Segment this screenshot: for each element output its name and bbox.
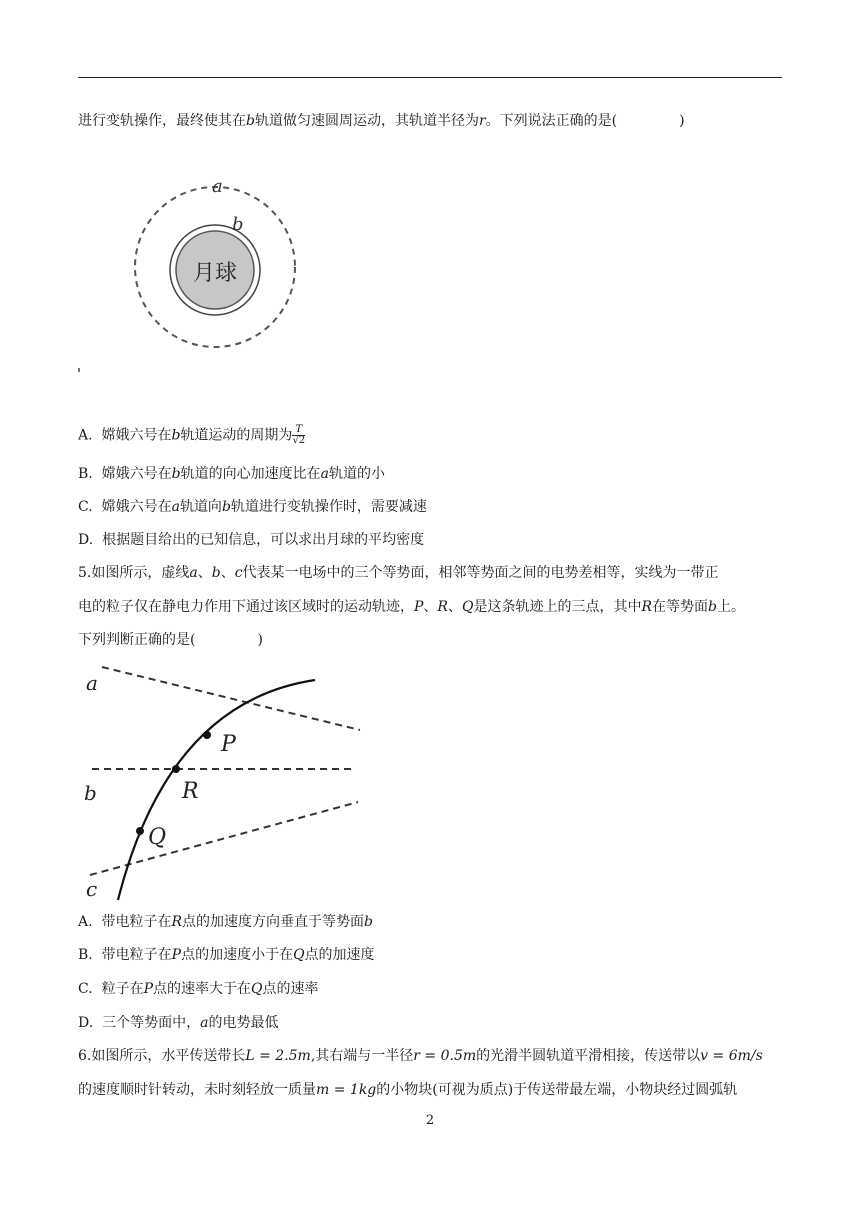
stem-text: 。下列说法正确的是( [485,113,618,129]
option-text: 的电势最低 [208,1015,279,1031]
stem-text: 的小物块(可视为质点)于传送带最左端，小物块经过圆弧轨 [376,1082,738,1098]
q4-option-c [78,497,427,517]
option-var: b [364,914,373,930]
page-number: 2 [425,1113,435,1128]
stem-var-r: r [478,113,486,129]
stem-var: v = 6m/s [700,1048,763,1064]
stem-var: c [234,565,243,581]
q4-option-d [78,530,424,550]
stem-var: b [708,599,717,615]
equipotential-figure [78,662,368,902]
stem-text: 代表某一电场中的三个等势面，相邻等势面之间的电势差相等，实线为一带正 [242,565,719,581]
q5-option-a [78,912,373,932]
option-text: 点的加速度方向垂直于等势面 [182,914,365,930]
label-p: P [221,732,236,757]
option-text: 根据题目给出的已知信息，可以求出月球的平均密度 [102,532,425,548]
orbit-a-label: a [212,176,223,197]
q5-stem-line2 [78,597,745,617]
fraction [292,425,305,446]
option-text: 轨道向 [179,499,222,515]
orbit-b-label: b [232,214,244,235]
stem-var: L = 2.5m [245,1048,311,1064]
option-prefix: A. [78,427,93,444]
option-text: 轨道的小 [328,466,385,482]
option-var: a [320,466,329,482]
option-prefix: D. [78,532,94,548]
option-prefix: C. [78,499,93,515]
option-text: 点的速率 [262,981,319,997]
stem-text: 上。 [716,599,745,615]
option-text: 带电粒子在 [101,947,172,963]
stem-text: 、 [423,599,438,615]
option-var: P [171,947,182,963]
moon-orbit-figure [78,140,338,402]
q5-option-b [78,945,375,965]
option-var: b [171,427,181,444]
fraction-denominator: √2 [292,435,306,446]
stem-text: 6.如图所示，水平传送带长 [78,1048,246,1064]
q6-stem-line1 [78,1046,763,1066]
stem-text: 、 [447,599,462,615]
stem-close-paren: ) [679,113,685,129]
stem-close-paren: ) [257,632,263,648]
option-var: Q [293,947,305,963]
stem-var: P [414,599,424,615]
fraction-numerator: T [292,425,305,436]
option-text: 点的速率大于在 [153,981,251,997]
option-prefix: A. [78,914,93,930]
option-var: P [143,981,153,997]
label-b: b [84,781,97,805]
stem-var: R [437,599,448,615]
option-prefix: C. [78,981,93,997]
stem-var: Q [461,599,474,615]
stem-text: 的光滑半圆轨道平滑相接，传送带以 [476,1048,701,1064]
stem-var: r = 0.5m [413,1048,477,1064]
option-text: 带电粒子在 [101,914,172,930]
stem-text: 在等势面 [652,599,708,615]
option-var: b [221,499,231,515]
q4-option-a [78,425,305,446]
q5-stem-line3 [78,630,263,650]
point-r [172,765,180,773]
stem-text: 的速度顺时针转动，未时刻轻放一质量 [78,1082,316,1098]
option-var: b [171,466,181,482]
option-var: R [171,914,183,930]
label-r: R [182,779,199,804]
stem-text: ,其右端与一半径 [310,1048,414,1064]
stem-var: b [211,565,221,581]
question4-stem-end [78,111,685,131]
stem-text: 、 [220,565,235,581]
option-text: 点的加速度小于在 [181,947,294,963]
option-prefix: D. [78,1015,94,1031]
header-rule [78,77,782,78]
option-var: Q [251,981,263,997]
stem-var: a [189,565,198,581]
figure-mark [78,368,80,372]
stem-text: 5.如图所示，虚线 [78,565,190,581]
q5-stem-line1 [78,563,719,583]
q5-option-c [78,979,318,999]
stem-text: 、 [197,565,212,581]
point-p [203,731,211,739]
point-q [136,827,144,835]
particle-trajectory [118,680,315,900]
equipotential-c [90,802,358,875]
option-text: 轨道运动的周期为 [180,427,293,444]
stem-var-b: b [246,113,255,129]
q6-stem-line2 [78,1080,737,1100]
option-var: a [171,499,180,515]
option-text: 轨道的向心加速度比在 [180,466,321,482]
stem-var: R [641,599,652,615]
option-text: 点的加速度 [304,947,375,963]
stem-text: 是这条轨迹上的三点，其中 [473,599,642,615]
option-text: 粒子在 [101,981,144,997]
label-q: Q [148,825,167,850]
stem-text: 进行变轨操作，最终使其在 [78,113,246,129]
option-var: a [200,1015,209,1031]
option-text: 嫦娥六号在 [101,427,172,444]
stem-text: 轨道做匀速圆周运动，其轨道半径为 [254,113,479,129]
option-text: 轨道进行变轨操作时，需要减速 [230,499,427,515]
stem-text: 下列判断正确的是( [78,632,196,648]
stem-var: m = 1kg [316,1082,377,1098]
stem-text: 电的粒子仅在静电力作用下通过该区域时的运动轨迹， [78,599,414,615]
q4-option-b [78,464,385,484]
equipotential-a [102,667,360,730]
option-text: 三个等势面中， [102,1015,201,1031]
q5-option-d [78,1013,278,1033]
label-a: a [86,671,98,695]
option-text: 嫦娥六号在 [101,499,172,515]
option-prefix: B. [78,947,93,963]
moon-label: 月球 [192,261,238,286]
option-prefix: B. [78,466,93,482]
option-text: 嫦娥六号在 [101,466,172,482]
label-c: c [86,877,98,901]
